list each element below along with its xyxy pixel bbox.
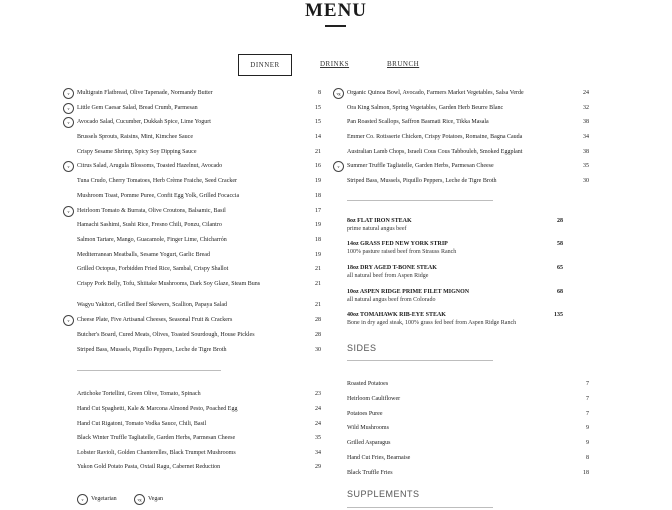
menu-item-price: 7 bbox=[586, 411, 589, 417]
menu-item bbox=[77, 433, 321, 443]
menu-item bbox=[77, 345, 321, 355]
page-title: MENU bbox=[304, 0, 368, 21]
steak-price: 135 bbox=[554, 312, 563, 318]
menu-item bbox=[67, 206, 321, 216]
menu-item-name: Grilled Octopus, Forbidden Fried Rice, Sambal, Crispy Shallot bbox=[77, 266, 229, 272]
vegetarian-icon: v bbox=[63, 103, 74, 114]
menu-item bbox=[77, 235, 321, 245]
menu-item-price: 23 bbox=[315, 391, 321, 397]
menu-item-name: Heirloom Tomato & Burrata, Olive Croutons, Balsamic, Basil bbox=[77, 208, 226, 214]
menu-item bbox=[67, 103, 321, 113]
menu-item-price: 34 bbox=[315, 450, 321, 456]
menu-item-price: 24 bbox=[583, 90, 589, 96]
menu-item bbox=[77, 250, 321, 260]
menu-item-price: 32 bbox=[583, 105, 589, 111]
sides-heading: SIDES bbox=[347, 343, 377, 353]
menu-item bbox=[347, 103, 589, 113]
menu-item-price: 19 bbox=[315, 252, 321, 258]
steak-description: Bone in dry aged steak, 100% grass fed beef from Aspen Ridge Ranch bbox=[347, 320, 517, 326]
menu-item-price: 28 bbox=[315, 332, 321, 338]
menu-item-name: Grilled Asparagus bbox=[347, 440, 391, 446]
menu-item-price: 21 bbox=[315, 266, 321, 272]
menu-item-price: 18 bbox=[583, 470, 589, 476]
menu-item bbox=[347, 117, 589, 127]
menu-item-price: 14 bbox=[315, 134, 321, 140]
menu-item-name: Hand Cut Spaghetti, Kale & Marcona Almond Pesto, Poached Egg bbox=[77, 406, 238, 412]
steak-price: 68 bbox=[557, 289, 563, 295]
menu-item bbox=[347, 438, 589, 448]
menu-item bbox=[347, 147, 589, 157]
menu-item-name: Black Truffle Fries bbox=[347, 470, 393, 476]
steak-item bbox=[347, 218, 563, 236]
menu-item bbox=[77, 462, 321, 472]
menu-item-price: 28 bbox=[315, 317, 321, 323]
legend-label: Vegetarian bbox=[91, 496, 117, 502]
menu-item bbox=[77, 191, 321, 201]
menu-item-name: Heirloom Cauliflower bbox=[347, 396, 401, 402]
menu-item-name: Lobster Ravioli, Golden Chanterelles, Black Trumpet Mushrooms bbox=[77, 450, 236, 456]
menu-item-name: Yukon Gold Potato Pasta, Oxtail Ragu, Cabernet Reduction bbox=[77, 464, 221, 470]
tab-dinner[interactable]: DINNER bbox=[238, 54, 292, 76]
vegan-icon: vg bbox=[134, 494, 145, 505]
menu-item-name: Hamachi Sashimi, Sushi Rice, Fresno Chili, Ponzu, Cilantro bbox=[77, 222, 222, 228]
steak-description: all natural beef from Aspen Ridge bbox=[347, 273, 429, 279]
menu-item bbox=[77, 448, 321, 458]
menu-item bbox=[77, 220, 321, 230]
menu-item-price: 9 bbox=[586, 440, 589, 446]
section-divider bbox=[347, 360, 493, 361]
menu-item bbox=[77, 300, 321, 310]
steak-item bbox=[347, 265, 563, 283]
menu-item-name: Summer Truffle Tagliatelle, Garden Herbs, Parmesan Cheese bbox=[347, 163, 494, 169]
menu-item bbox=[336, 88, 589, 98]
menu-item bbox=[77, 176, 321, 186]
menu-item bbox=[77, 404, 321, 414]
menu-item-price: 19 bbox=[315, 222, 321, 228]
menu-item-price: 19 bbox=[315, 178, 321, 184]
menu-item-price: 38 bbox=[583, 119, 589, 125]
menu-item-price: 21 bbox=[315, 149, 321, 155]
menu-item bbox=[67, 88, 321, 98]
steak-name: 8oz FLAT IRON STEAK bbox=[347, 218, 412, 224]
menu-item-price: 35 bbox=[583, 163, 589, 169]
vegetarian-icon: v bbox=[77, 494, 88, 505]
section-divider bbox=[347, 200, 493, 201]
menu-item-name: Multigrain Flatbread, Olive Tapenade, Normandy Butter bbox=[77, 90, 213, 96]
menu-item-price: 15 bbox=[315, 105, 321, 111]
menu-item-price: 8 bbox=[318, 90, 321, 96]
menu-item-name: Organic Quinoa Bowl, Avocado, Farmers Market Vegetables, Salsa Verde bbox=[347, 90, 524, 96]
menu-item-name: Wild Mushrooms bbox=[347, 425, 389, 431]
menu-item-price: 30 bbox=[315, 347, 321, 353]
menu-item bbox=[347, 394, 589, 404]
menu-item bbox=[77, 132, 321, 142]
menu-item-price: 24 bbox=[315, 406, 321, 412]
menu-item-price: 17 bbox=[315, 208, 321, 214]
vegetarian-icon: v bbox=[63, 117, 74, 128]
steak-price: 65 bbox=[557, 265, 563, 271]
steak-description: 100% pasture raised beef from Strauss Ranch bbox=[347, 249, 457, 255]
menu-item-price: 35 bbox=[315, 435, 321, 441]
menu-item-price: 7 bbox=[586, 396, 589, 402]
menu-item-name: Hand Cut Rigatoni, Tomato Vodka Sauce, Chili, Basil bbox=[77, 421, 207, 427]
menu-item bbox=[67, 161, 321, 171]
menu-item bbox=[77, 147, 321, 157]
menu-item-price: 38 bbox=[583, 149, 589, 155]
menu-item-name: Striped Bass, Mussels, Piquillo Peppers, Leche de Tigre Broth bbox=[347, 178, 497, 184]
steak-price: 28 bbox=[557, 218, 563, 224]
menu-item-price: 16 bbox=[315, 163, 321, 169]
menu-item bbox=[67, 315, 321, 325]
steak-item bbox=[347, 241, 563, 259]
steak-item bbox=[347, 289, 563, 307]
menu-item-price: 15 bbox=[315, 119, 321, 125]
menu-item-name: Cheese Plate, Five Artisanal Cheeses, Seasonal Fruit & Crackers bbox=[77, 317, 233, 323]
vegan-icon: vg bbox=[333, 88, 344, 99]
menu-item-name: Ora King Salmon, Spring Vegetables, Garden Herb Beurre Blanc bbox=[347, 105, 504, 111]
menu-item-name: Citrus Salad, Arugula Blossoms, Toasted Hazelnut, Avocado bbox=[77, 163, 223, 169]
menu-item bbox=[347, 423, 589, 433]
menu-item-name: Little Gem Caesar Salad, Bread Crumb, Parmesan bbox=[77, 105, 198, 111]
menu-item bbox=[347, 176, 589, 186]
menu-item-name: Black Winter Truffle Tagliatelle, Garden Herbs, Parmesan Cheese bbox=[77, 435, 236, 441]
menu-item bbox=[77, 264, 321, 274]
menu-item-name: Crispy Pork Belly, Tofu, Shiitake Mushrooms, Dark Soy Glaze, Steam Buns bbox=[77, 281, 261, 287]
menu-item bbox=[67, 117, 321, 127]
vegetarian-icon: v bbox=[63, 206, 74, 217]
menu-item-name: Hand Cut Fries, Bearnaise bbox=[347, 455, 411, 461]
menu-item-name: Tuna Crudo, Cherry Tomatoes, Herb Crème Fraiche, Seed Cracker bbox=[77, 178, 238, 184]
menu-item bbox=[77, 330, 321, 340]
vegetarian-icon: v bbox=[63, 161, 74, 172]
vegetarian-icon: v bbox=[63, 315, 74, 326]
menu-item-name: Australian Lamb Chops, Israeli Cous Cous Tabbouleh, Smoked Eggplant bbox=[347, 149, 523, 155]
steak-name: 10oz ASPEN RIDGE PRIME FILET MIGNON bbox=[347, 289, 470, 295]
steak-price: 58 bbox=[557, 241, 563, 247]
vegetarian-icon: v bbox=[333, 161, 344, 172]
menu-item-price: 8 bbox=[586, 455, 589, 461]
steak-name: 14oz GRASS FED NEW YORK STRIP bbox=[347, 241, 448, 247]
menu-item-name: Butcher's Board, Cured Meats, Olives, Toasted Sourdough, House Pickles bbox=[77, 332, 255, 338]
menu-item-price: 29 bbox=[315, 464, 321, 470]
steak-item bbox=[347, 312, 563, 330]
tab-drinks[interactable]: DRINKS bbox=[320, 60, 350, 68]
menu-item-price: 21 bbox=[315, 281, 321, 287]
menu-item-name: Crispy Sesame Shrimp, Spicy Soy Dipping Sauce bbox=[77, 149, 197, 155]
steak-description: all natural angus beef from Colorado bbox=[347, 297, 436, 303]
menu-item-price: 24 bbox=[315, 421, 321, 427]
menu-item-price: 21 bbox=[315, 302, 321, 308]
title-divider bbox=[325, 25, 346, 27]
menu-item-price: 18 bbox=[315, 237, 321, 243]
menu-item bbox=[347, 453, 589, 463]
steak-description: prime natural angus beef bbox=[347, 226, 407, 232]
vegetarian-icon: v bbox=[63, 88, 74, 99]
menu-item-name: Striped Bass, Mussels, Piquillo Peppers, Leche de Tigre Broth bbox=[77, 347, 227, 353]
menu-item-name: Mediterranean Meatballs, Sesame Yogurt, Garlic Bread bbox=[77, 252, 210, 258]
tab-brunch[interactable]: BRUNCH bbox=[387, 60, 420, 68]
section-divider bbox=[77, 370, 221, 371]
menu-item-price: 34 bbox=[583, 134, 589, 140]
menu-item-name: Artichoke Tortellini, Green Olive, Tomato, Spinach bbox=[77, 391, 201, 397]
menu-item-price: 9 bbox=[586, 425, 589, 431]
menu-item-name: Wagyu Yakitori, Grilled Beef Skewers, Scallion, Papaya Salad bbox=[77, 302, 227, 308]
menu-item bbox=[77, 279, 321, 289]
menu-item-name: Potatoes Puree bbox=[347, 411, 383, 417]
menu-item bbox=[337, 161, 589, 171]
menu-item-name: Emmer Co. Rotisserie Chicken, Crispy Potatoes, Romaine, Bagna Cauda bbox=[347, 134, 523, 140]
menu-item bbox=[77, 389, 321, 399]
menu-item-price: 7 bbox=[586, 381, 589, 387]
menu-item bbox=[347, 379, 589, 389]
menu-item bbox=[347, 132, 589, 142]
menu-item-name: Pan Roasted Scallops, Saffron Basmati Rice, Tikka Masala bbox=[347, 119, 489, 125]
menu-item bbox=[77, 419, 321, 429]
steak-name: 18oz DRY AGED T-BONE STEAK bbox=[347, 265, 437, 271]
menu-item bbox=[347, 409, 589, 419]
steak-name: 40oz TOMAHAWK RIB-EYE STEAK bbox=[347, 312, 446, 318]
section-divider bbox=[347, 507, 493, 508]
menu-item bbox=[347, 468, 589, 478]
menu-item-name: Salmon Tartare, Mango, Guacamole, Finger Lime, Chicharrón bbox=[77, 237, 227, 243]
menu-item-price: 30 bbox=[583, 178, 589, 184]
menu-item-name: Mushroom Toast, Pomme Puree, Confit Egg Yolk, Grilled Focaccia bbox=[77, 193, 240, 199]
menu-item-name: Avocado Salad, Cucumber, Dukkah Spice, Lime Yogurt bbox=[77, 119, 211, 125]
menu-item-price: 18 bbox=[315, 193, 321, 199]
menu-item-name: Brussels Sprouts, Raisins, Mint, Kimchee Sauce bbox=[77, 134, 193, 140]
supplements-heading: SUPPLEMENTS bbox=[347, 489, 420, 499]
legend-label: Vegan bbox=[148, 496, 163, 502]
menu-item-name: Roasted Potatoes bbox=[347, 381, 389, 387]
